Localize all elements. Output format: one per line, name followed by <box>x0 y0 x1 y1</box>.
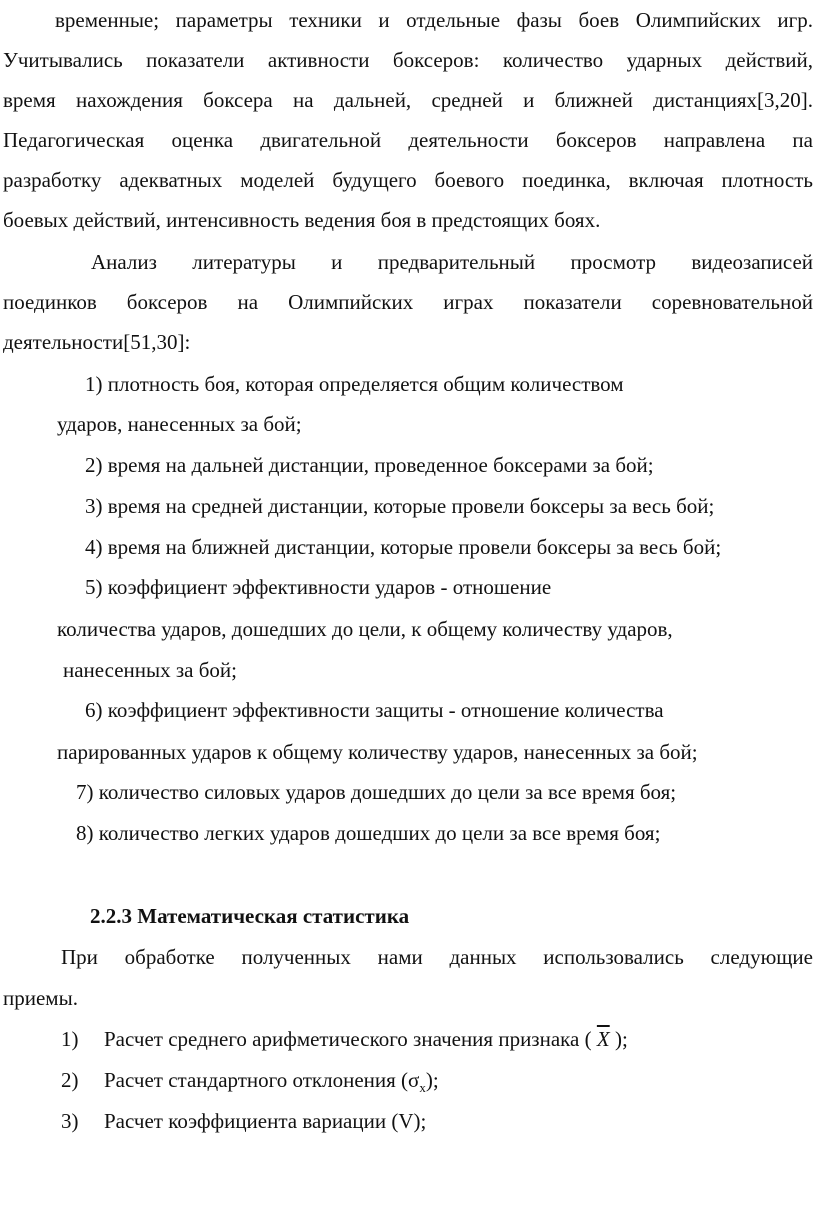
indicator-item: 2) время на дальней дистанции, проведенное боксерами за бой; <box>85 453 654 477</box>
method-item <box>61 1068 439 1100</box>
method-text: Расчет стандартного отклонения (σ <box>104 1068 420 1092</box>
method-text: ); <box>425 1068 439 1092</box>
paragraph-line: При обработке полученных нами данных использовались следующие <box>61 945 813 969</box>
indicator-item: 8) количество легких ударов дошедших до цели за все время боя; <box>76 821 661 845</box>
method-item <box>61 1109 426 1133</box>
mean-symbol: $\overline{X}$ <box>596 1027 610 1051</box>
indicator-item: 3) время на средней дистанции, которые провели боксеры за весь бой; <box>85 494 715 518</box>
paragraph-line: поединков боксеров на Олимпийских играх показатели соревновательной <box>3 290 813 314</box>
indicator-item-continuation: количества ударов, дошедших до цели, к общему количеству ударов, <box>57 617 673 641</box>
method-number: 2) <box>61 1068 79 1092</box>
method-number: 1) <box>61 1027 79 1051</box>
method-text: ); <box>609 1027 628 1051</box>
paragraph-line: Анализ литературы и предварительный просмотр видеозаписей <box>91 250 813 274</box>
method-number: 3) <box>61 1109 79 1133</box>
indicator-item-continuation: ударов, нанесенных за бой; <box>57 412 302 436</box>
paragraph-line: Учитывались показатели активности боксеров: количество ударных действий, <box>3 48 813 72</box>
paragraph-line: временные; параметры техники и отдельные фазы боев Олимпийских игр. <box>55 8 813 32</box>
indicator-item: 1) плотность боя, которая определяется общим количеством <box>85 372 624 396</box>
sigma-subscript: x <box>419 1080 426 1096</box>
paragraph-line: время нахождения боксера на дальней, средней и ближней дистанциях[3,20]. <box>3 88 813 112</box>
indicator-item-continuation: парированных ударов к общему количеству ударов, нанесенных за бой; <box>57 740 698 764</box>
method-text: Расчет среднего арифметического значения признака ( <box>104 1027 597 1051</box>
paragraph-line: приемы. <box>3 986 78 1010</box>
paragraph-line: боевых действий, интенсивность ведения боя в предстоящих боях. <box>3 208 601 232</box>
paragraph-line: разработку адекватных моделей будущего боевого поединка, включая плотность <box>3 168 813 192</box>
indicator-item: 6) коэффициент эффективности защиты - отношение количества <box>85 698 664 722</box>
indicator-item-continuation: нанесенных за бой; <box>63 658 237 682</box>
paragraph-line: Педагогическая оценка двигательной деятельности боксеров направлена па <box>3 128 813 152</box>
paragraph-line: деятельности[51,30]: <box>3 330 191 354</box>
method-text: Расчет коэффициента вариации (V); <box>104 1109 427 1133</box>
indicator-item: 4) время на ближней дистанции, которые провели боксеры за весь бой; <box>85 535 722 559</box>
indicator-item: 5) коэффициент эффективности ударов - отношение <box>85 575 552 599</box>
method-item <box>61 1027 628 1051</box>
indicator-item: 7) количество силовых ударов дошедших до цели за все время боя; <box>76 780 677 804</box>
section-heading: 2.2.3 Математическая статистика <box>90 904 410 928</box>
